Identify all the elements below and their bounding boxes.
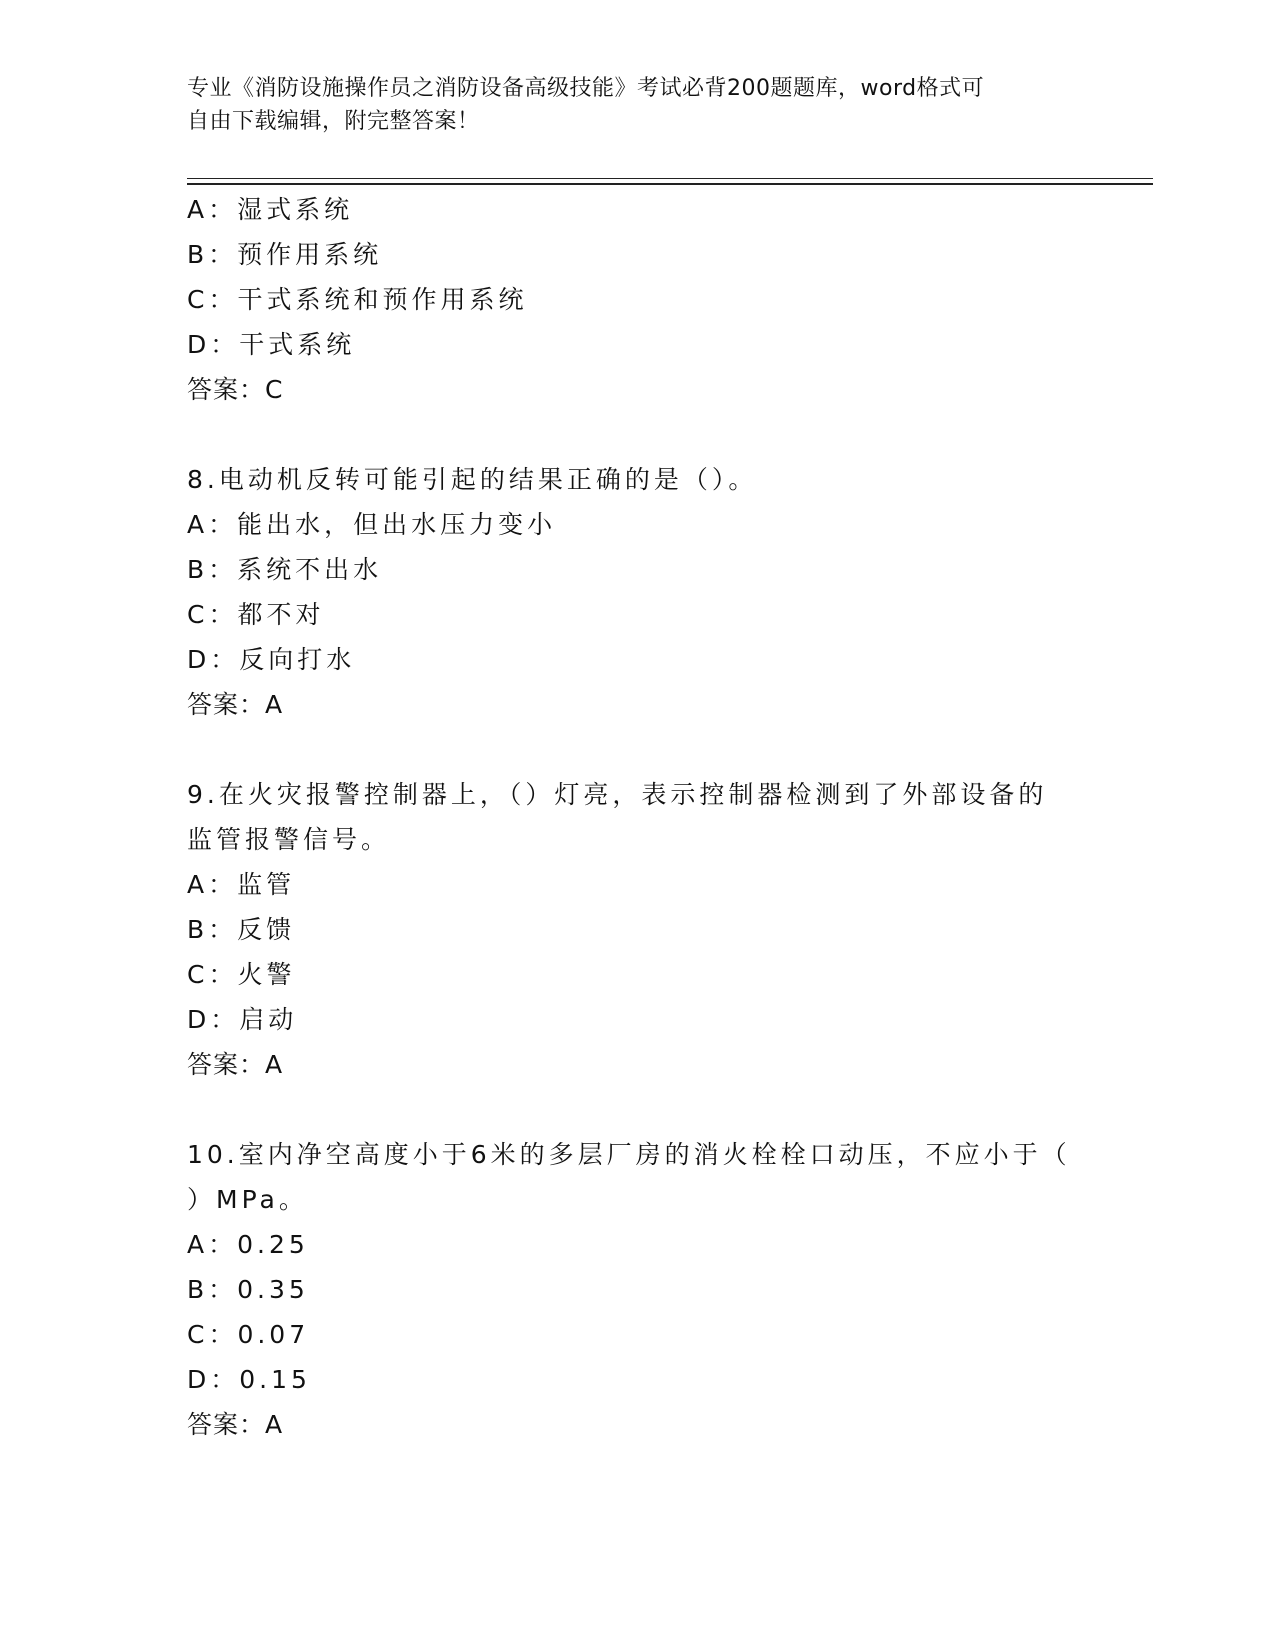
header-line-1: 专业《消防设施操作员之消防设备高级技能》考试必背200题题库，word格式可 <box>187 76 985 101</box>
q10-option-a: A：0.25 <box>187 1230 309 1259</box>
q8-option-c: C：都不对 <box>187 600 325 629</box>
q9-option-b: B：反馈 <box>187 915 296 944</box>
q7-option-a: A：湿式系统 <box>187 195 354 224</box>
q7-answer: 答案：C <box>187 375 284 404</box>
q8-option-b: B：系统不出水 <box>187 555 383 584</box>
q8-answer: 答案：A <box>187 690 284 719</box>
q10-option-b: B：0.35 <box>187 1275 309 1304</box>
q7-option-b: B：预作用系统 <box>187 240 383 269</box>
q8-option-d: D：反向打水 <box>187 645 356 674</box>
q10-option-d: D：0.15 <box>187 1365 311 1394</box>
q9-option-c: C：火警 <box>187 960 296 989</box>
q9-option-d: D：启动 <box>187 1005 298 1034</box>
q7-option-c: C：干式系统和预作用系统 <box>187 285 528 314</box>
q10-stem-line-2: ）MPa。 <box>187 1185 308 1214</box>
q7-option-d: D：干式系统 <box>187 330 356 359</box>
q10-option-c: C：0.07 <box>187 1320 310 1349</box>
header-divider-thick <box>187 183 1153 185</box>
q8-option-a: A：能出水，但出水压力变小 <box>187 510 557 539</box>
q10-answer: 答案：A <box>187 1410 284 1439</box>
q9-option-a: A：监管 <box>187 870 296 899</box>
header-line-2: 自由下载编辑，附完整答案！ <box>187 109 480 134</box>
q9-answer: 答案：A <box>187 1050 284 1079</box>
document-header <box>187 72 1067 138</box>
q8-stem: 8.电动机反转可能引起的结果正确的是（）。 <box>187 465 758 494</box>
q9-stem-line-2: 监管报警信号。 <box>187 825 391 854</box>
q9-stem-line-1: 9.在火灾报警控制器上，（）灯亮，表示控制器检测到了外部设备的 <box>187 780 1048 809</box>
header-divider-thin <box>187 178 1153 179</box>
q10-stem-line-1: 10.室内净空高度小于6米的多层厂房的消火栓栓口动压，不应小于（ <box>187 1140 1071 1169</box>
